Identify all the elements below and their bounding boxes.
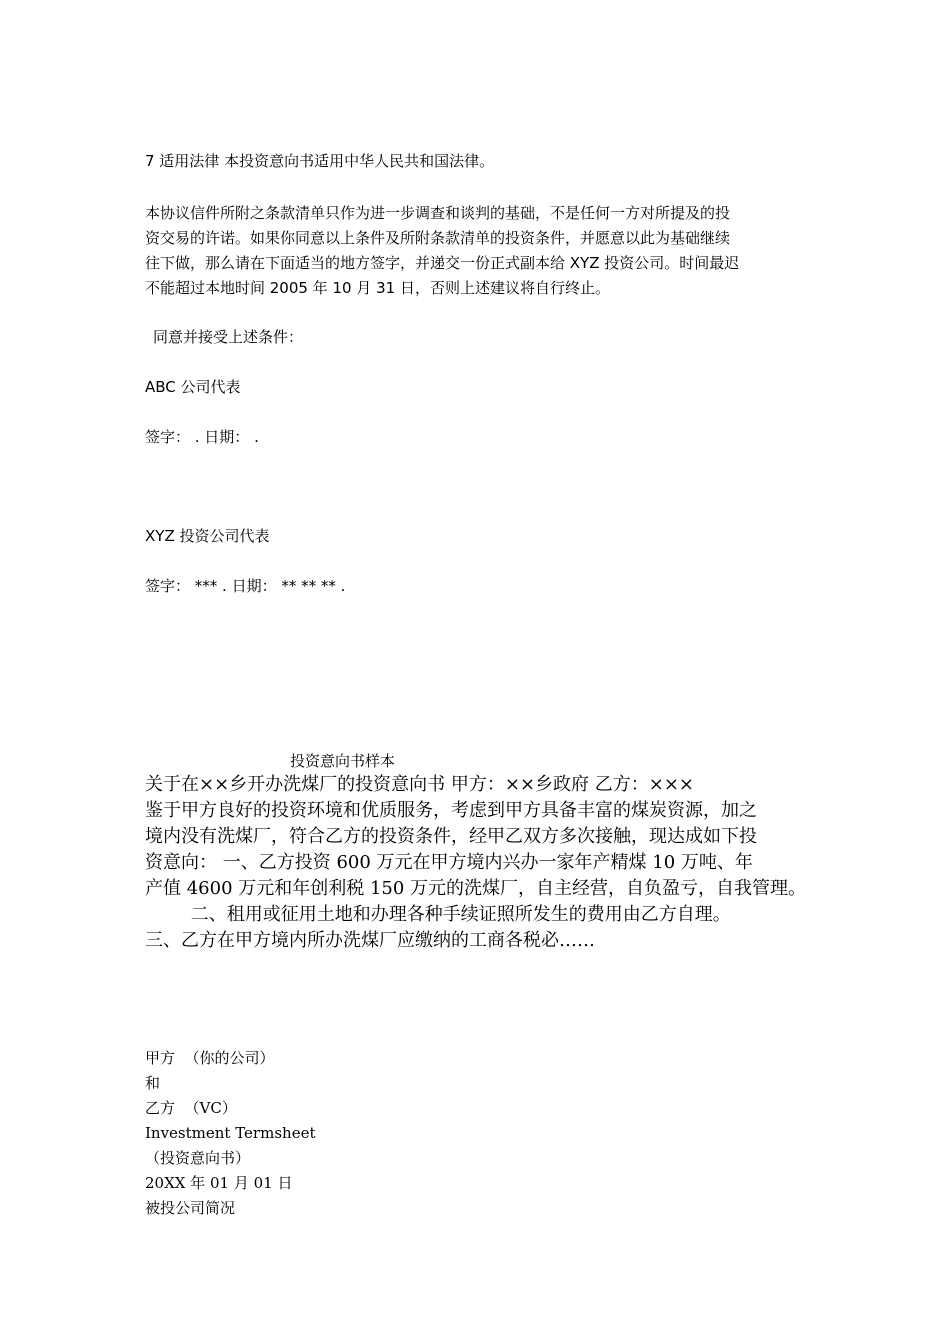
paragraph-line: 不能超过本地时间 2005 年 10 月 31 日，否则上述建议将自行终止。: [145, 279, 610, 297]
sample-line: 鉴于甲方良好的投资环境和优质服务，考虑到甲方具备丰富的煤炭资源，加之: [145, 800, 757, 821]
and-line: 和: [145, 1074, 161, 1092]
sample-line: 三、乙方在甲方境内所办洗煤厂应缴纳的工商各税必……: [145, 930, 595, 951]
paragraph-line: 资交易的许诺。如果你同意以上条件及所附条款清单的投资条件，并愿意以此为基础继续: [145, 229, 731, 247]
termsheet-cover: [145, 1046, 810, 1221]
xyz-signature-date-line: 签字： *** . 日期： ** ** ** .: [145, 577, 346, 595]
sample-line: 境内没有洗煤厂，符合乙方的投资条件，经甲乙双方多次接触，现达成如下投: [145, 826, 757, 847]
clause-7-applicable-law: 7 适用法律 本投资意向书适用中华人民共和国法律。: [145, 152, 495, 170]
company-overview-heading: 被投公司简况: [145, 1199, 236, 1217]
xyz-representative-label: XYZ 投资公司代表: [145, 527, 270, 545]
termsheet-date: 20XX 年 01 月 01 日: [145, 1174, 293, 1192]
termsheet-chinese-title: （投资意向书）: [145, 1149, 251, 1167]
termsheet-english-title: Investment Termsheet: [145, 1124, 316, 1142]
sample-body: [145, 772, 825, 954]
paragraph-line: 往下做，那么请在下面适当的地方签字，并递交一份正式副本给 XYZ 投资公司。时间最迟: [145, 254, 740, 272]
abc-representative-label: ABC 公司代表: [145, 378, 241, 396]
agree-statement: 同意并接受上述条件：: [153, 328, 304, 346]
sample-line: 产值 4600 万元和年创利税 150 万元的洗煤厂，自主经营，自负盈亏，自我管理。: [145, 878, 807, 899]
sample-line: 资意向： 一、乙方投资 600 万元在甲方境内兴办一家年产精煤 10 万吨、年: [145, 852, 753, 873]
sample-line: 关于在××乡开办洗煤厂的投资意向书 甲方：××乡政府 乙方：×××: [145, 774, 695, 795]
paragraph-line: 本协议信件所附之条款清单只作为进一步调查和谈判的基础，不是任何一方对所提及的投: [145, 204, 731, 222]
party-b-line: 乙方 （VC）: [145, 1099, 237, 1117]
termsheet-notice-paragraph: [145, 201, 810, 301]
abc-signature-date-line: 签字： . 日期： .: [145, 428, 259, 446]
sample-line: 二、租用或征用土地和办理各种手续证照所发生的费用由乙方自理。: [145, 904, 731, 925]
party-a-line: 甲方 （你的公司）: [145, 1049, 275, 1067]
sample-title: 投资意向书样本: [290, 752, 396, 770]
